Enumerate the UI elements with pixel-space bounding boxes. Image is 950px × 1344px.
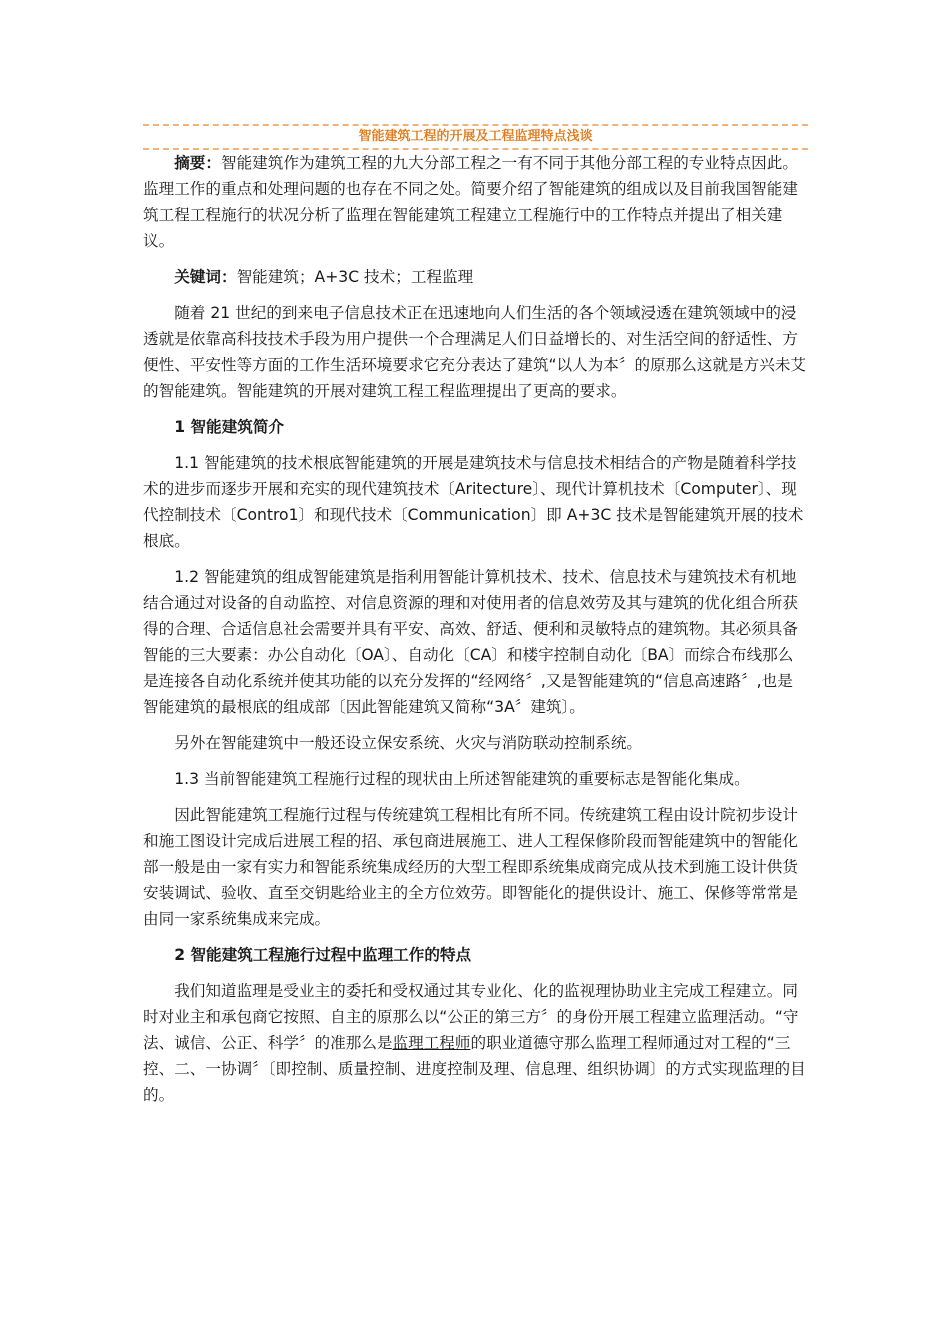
section-1-3-detail-paragraph: 因此智能建筑工程施行过程与传统建筑工程相比有所不同。传统建筑工程由设计院初步设计和施工图设计完成后进展工程的招、承包商进展施工、进人工程保修阶段而智能建筑中的智能化部一般是由一家有实力和智能系统集成经历的大型工程即系统集成商完成从技术到施工设计供货安装调试、验收、直至交钥匙给业主的全方位效劳。即智能化的提供设计、施工、保修等常常是由同一家系统集成来完成。 <box>143 806 798 928</box>
document-title: 智能建筑工程的开展及工程监理特点浅谈 <box>358 129 593 144</box>
abstract-paragraph <box>143 150 808 254</box>
header-divider-top <box>143 124 808 126</box>
abstract-label: 摘要： <box>174 154 221 172</box>
section-1-heading: 1 智能建筑简介 <box>174 418 285 436</box>
document-body <box>143 150 808 1118</box>
section-1-1-paragraph: 1.1 智能建筑的技术根底智能建筑的开展是建筑技术与信息技术相结合的产物是随着科学技术的进步而逐步开展和充实的现代建筑技术〔Aritecture〕、现代计算机技术〔Computer〕、现代控制技术〔Contro1〕和现代技术〔Communication〕即 A+3C 技术是智能建筑开展的技术根底。 <box>143 454 804 550</box>
supervision-engineer-link[interactable]: 监理工程师 <box>392 1034 471 1052</box>
section-2-paragraph <box>143 978 808 1108</box>
abstract-text: 智能建筑作为建筑工程的九大分部工程之一有不同于其他分部工程的专业特点因此。监理工作的重点和处理问题的也存在不同之处。简要介绍了智能建筑的组成以及目前我国智能建筑工程工程施行的状况分析了监理在智能建筑工程建立工程施行中的工作特点并提出了相关建议。 <box>143 154 798 250</box>
section-1-extra-paragraph: 另外在智能建筑中一般还设立保安系统、火灾与消防联动控制系统。 <box>174 734 643 752</box>
keywords-paragraph <box>143 264 808 290</box>
section-2-text-end: 的职业道德守那么监理工程师通过对工程的“三控、二、一协调〞〔即控制、质量控制、进度控制及理、信息理、组织协调〕的方式实现监理的目的。 <box>143 1034 806 1104</box>
intro-paragraph: 随着 21 世纪的到来电子信息技术正在迅速地向人们生活的各个领域浸透在建筑领域中的浸透就是依靠高科技技术手段为用户提供一个合理满足人们日益增长的、对生活空间的舒适性、方便性、平安性等方面的工作生活环境要求它充分表达了建筑“以人为本〞的原那么这就是方兴未艾的智能建筑。智能建筑的开展对建筑工程工程监理提出了更高的要求。 <box>143 304 807 400</box>
section-1-2-paragraph: 1.2 智能建筑的组成智能建筑是指利用智能计算机技术、技术、信息技术与建筑技术有机地结合通过对设备的自动监控、对信息资源的理和对使用者的信息效劳及其与建筑的优化组合所获得的合理、合适信息社会需要并具有平安、高效、舒适、便利和灵敏特点的建筑物。其必须具备智能的三大要素：办公自动化〔OA〕、自动化〔CA〕和楼宇控制自动化〔BA〕而综合布线那么是连接各自动化系统并使其功能的以充分发挥的“经网络〞,又是智能建筑的“信息高速路〞,也是智能建筑的最根底的组成部〔因此智能建筑又简称“3A〞建筑〕。 <box>143 568 798 716</box>
section-2-heading: 2 智能建筑工程施行过程中监理工作的特点 <box>174 946 472 964</box>
keywords-label: 关键词： <box>174 268 237 286</box>
keywords-text: 智能建筑；A+3C 技术；工程监理 <box>236 268 474 286</box>
section-2-text-start: 我们知道监理是受业主的委托和受权通过其专业化、化的监视理协助业主完成工程建立。同时对业主和承包商它按照、自主的原那么以“公正的第三方〞的身份开展工程建立监理活动。“守法、诚信、公正、科学〞的准那么是 <box>143 982 799 1052</box>
section-1-3-paragraph: 1.3 当前智能建筑工程施行过程的现状由上所述智能建筑的重要标志是智能化集成。 <box>174 770 750 788</box>
